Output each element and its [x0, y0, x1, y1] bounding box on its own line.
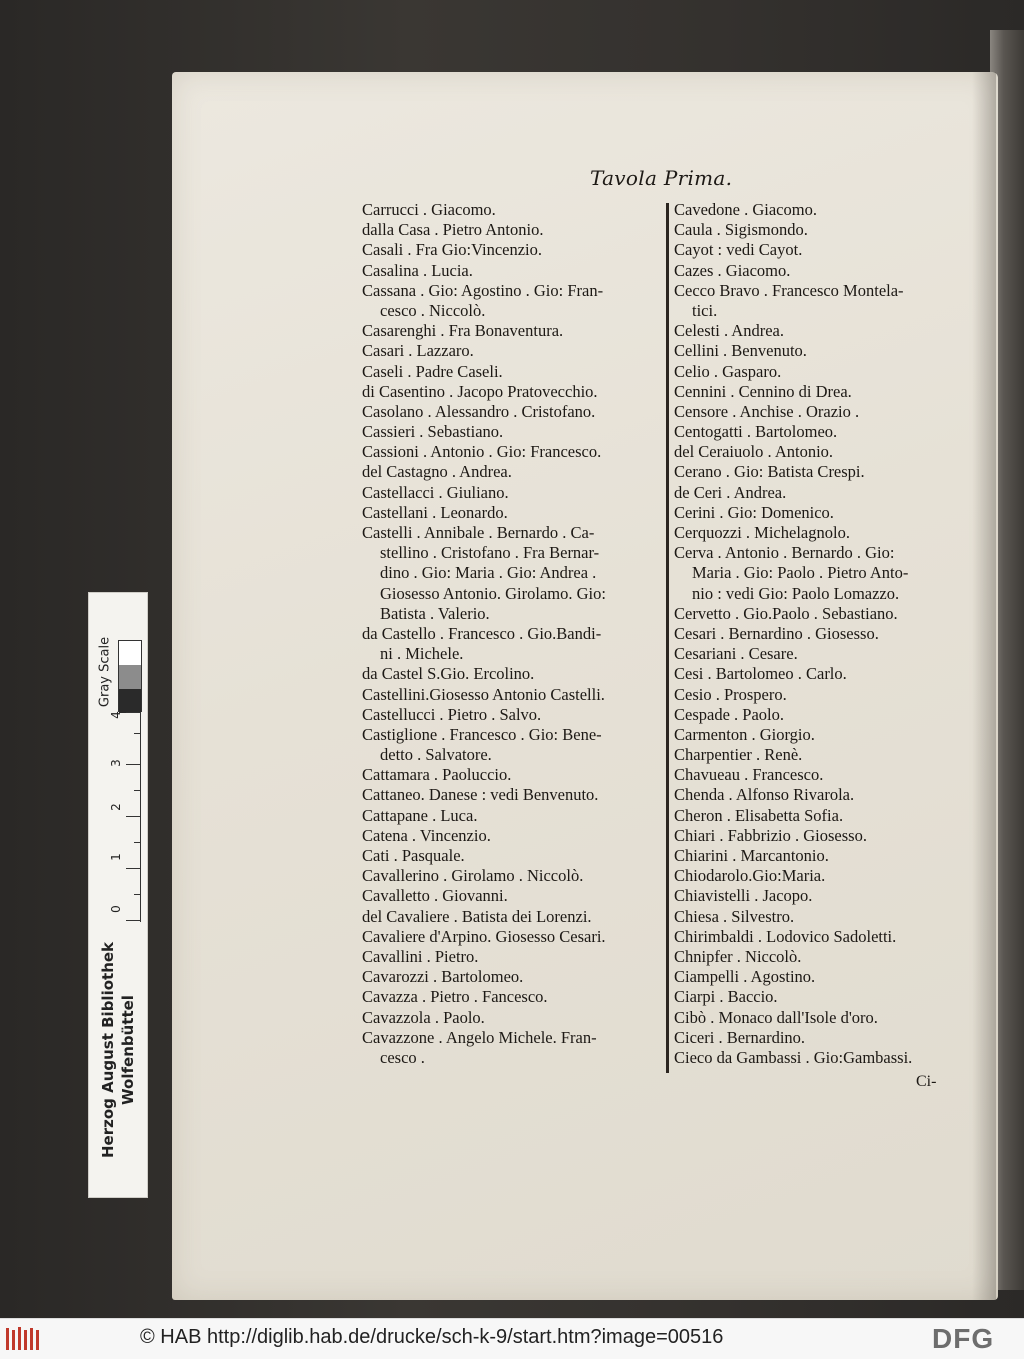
index-entry: Ciampelli . Agostino. — [674, 967, 816, 987]
index-entry: del Castagno . Andrea. — [362, 462, 512, 482]
index-entry: Cavazzola . Paolo. — [362, 1007, 485, 1027]
index-entry: Chirimbaldi . Lodovico Sadoletti. — [674, 926, 897, 946]
index-entry: Cesariani . Cesare. — [674, 644, 798, 664]
index-entry: Cazes . Giacomo. — [674, 260, 791, 280]
index-entry: Carmenton . Giorgio. — [674, 724, 815, 744]
index-entry: Batista . Valerio. — [380, 603, 490, 623]
index-entry: Cassieri . Sebastiano. — [362, 422, 504, 442]
index-entry: Chiavistelli . Jacopo. — [674, 886, 813, 906]
index-entry: nio : vedi Gio: Paolo Lomazzo. — [692, 583, 900, 603]
index-entry: Cassana . Gio: Agostino . Gio: Fran- — [362, 280, 604, 300]
index-entry: dino . Gio: Maria . Gio: Andrea . — [380, 563, 597, 583]
index-entry: Cayot : vedi Cayot. — [674, 240, 803, 260]
ruler-tick — [126, 868, 140, 869]
ruler-institution-label — [88, 905, 148, 1195]
index-entry: Cerini . Gio: Domenico. — [674, 502, 834, 522]
index-entry: Cassioni . Antonio . Gio: Francesco. — [362, 442, 602, 462]
institution-city: Wolfenbüttel — [119, 995, 137, 1105]
dfg-logo: DFG — [932, 1323, 995, 1354]
index-entry: Ciarpi . Baccio. — [674, 987, 778, 1007]
index-entry: Castellini.Giosesso Antonio Castelli. — [362, 684, 605, 704]
index-entry: Celio . Gasparo. — [674, 361, 782, 381]
ruler-tick-label: 3 — [108, 759, 123, 767]
gray-scale-label: Gray Scale — [97, 636, 113, 708]
index-entry: Celesti . Andrea. — [674, 321, 784, 341]
index-entry: Cellini . Benvenuto. — [674, 341, 807, 361]
index-entry: di Casentino . Jacopo Pratovecchio. — [362, 381, 598, 401]
index-entry: Catena . Vincenzio. — [362, 825, 491, 845]
index-entry: Caula . Sigismondo. — [674, 220, 808, 240]
ruler-tick — [126, 712, 140, 713]
index-entry: Cavazza . Pietro . Fancesco. — [362, 987, 548, 1007]
index-entry: tici. — [692, 300, 718, 320]
page-header-title: Tavola Prima. — [590, 166, 733, 190]
ruler-tick — [134, 733, 140, 734]
index-entry: Cavalletto . Giovanni. — [362, 886, 508, 906]
index-column-left — [362, 200, 664, 1068]
index-entry: Cesari . Bernardino . Giosesso. — [674, 623, 879, 643]
index-entry: detto . Salvatore. — [380, 745, 492, 765]
ruler-tick — [134, 790, 140, 791]
index-entry: da Castello . Francesco . Gio.Bandi- — [362, 623, 602, 643]
institution-name: Herzog August Bibliothek — [99, 941, 117, 1159]
index-entry: Castiglione . Francesco . Gio: Bene- — [362, 724, 602, 744]
index-entry: Cavallini . Pietro. — [362, 946, 479, 966]
index-entry: Casolano . Alessandro . Cristofano. — [362, 401, 596, 421]
ruler-tick — [126, 816, 140, 817]
index-entry: Cespade . Paolo. — [674, 704, 784, 724]
index-entry: cesco . Niccolò. — [380, 300, 486, 320]
index-entry: dalla Casa . Pietro Antonio. — [362, 220, 544, 240]
index-entry: Cerquozzi . Michelagnolo. — [674, 523, 850, 542]
index-entry: Chavueau . Francesco. — [674, 765, 824, 785]
index-entry: Cattaneo. Danese : vedi Benvenuto. — [362, 785, 599, 805]
index-entry: Cesi . Bartolomeo . Carlo. — [674, 664, 847, 684]
index-entry: Chiarini . Marcantonio. — [674, 846, 829, 865]
index-entry: Caseli . Padre Caseli. — [362, 361, 503, 381]
index-entry: Cavallerino . Girolamo . Niccolò. — [362, 866, 584, 886]
swatch-white — [119, 641, 141, 665]
catchword: Ci- — [916, 1073, 937, 1090]
index-entry: Cattapane . Luca. — [362, 805, 478, 825]
ruler-scale-line — [140, 712, 141, 922]
gray-scale-swatches — [118, 640, 142, 712]
index-entry: Cerva . Antonio . Bernardo . Gio: — [674, 543, 895, 563]
index-entry: del Ceraiuolo . Antonio. — [674, 442, 834, 462]
page-edge-shadow — [972, 72, 996, 1300]
index-entry: Cieco da Gambassi . Gio:Gambassi. — [674, 1047, 913, 1067]
index-entry: Castellacci . Giuliano. — [362, 482, 509, 502]
index-entry: Carrucci . Giacomo. — [362, 200, 496, 219]
index-entry: stellino . Cristofano . Fra Bernar- — [380, 543, 600, 563]
index-entry: Casari . Lazzaro. — [362, 341, 474, 361]
ruler-tick — [126, 764, 140, 765]
index-entry: Cavarozzi . Bartolomeo. — [362, 967, 524, 987]
ruler-tick — [134, 842, 140, 843]
index-entry: Castelli . Annibale . Bernardo . Ca- — [362, 523, 595, 542]
index-column-right — [674, 200, 969, 1068]
ruler-tick-label: 1 — [108, 853, 123, 861]
index-entry: Charpentier . Renè. — [674, 745, 803, 765]
index-entry: de Ceri . Andrea. — [674, 482, 787, 502]
index-entry: Giosesso Antonio. Girolamo. Gio: — [380, 583, 606, 603]
hab-logo-icon — [4, 1324, 44, 1354]
index-entry: Chnipfer . Niccolò. — [674, 946, 802, 966]
copyright-link[interactable]: © HAB http://diglib.hab.de/drucke/sch-k-9/start.htm?image=00516 — [140, 1326, 724, 1348]
index-entry: Cesio . Prospero. — [674, 684, 787, 704]
index-entry: Cattamara . Paoluccio. — [362, 765, 512, 785]
index-entry: Cervetto . Gio.Paolo . Sebastiano. — [674, 603, 898, 623]
index-entry: Cavazzone . Angelo Michele. Fran- — [362, 1027, 597, 1047]
index-entry: Casarenghi . Fra Bonaventura. — [362, 321, 564, 341]
index-entry: Chiodarolo.Gio:Maria. — [674, 866, 826, 886]
index-entry: Cavaliere d'Arpino. Giosesso Cesari. — [362, 926, 606, 946]
index-entry: Cibò . Monaco dall'Isole d'oro. — [674, 1007, 878, 1027]
ruler-tick — [134, 894, 140, 895]
index-entry: Casali . Fra Gio:Vincenzio. — [362, 240, 543, 260]
index-entry: Castellucci . Pietro . Salvo. — [362, 704, 542, 724]
index-entry: ni . Michele. — [380, 644, 464, 664]
index-entry: del Cavaliere . Batista dei Lorenzi. — [362, 906, 592, 926]
index-entry: Ciceri . Bernardino. — [674, 1027, 806, 1047]
swatch-black — [119, 689, 141, 713]
index-entry: Centogatti . Bartolomeo. — [674, 422, 838, 442]
ruler-tick-label: 2 — [108, 803, 123, 811]
index-entry: Cati . Pasquale. — [362, 846, 465, 865]
index-entry: Censore . Anchise . Orazio . — [674, 401, 860, 421]
index-entry: Chiesa . Silvestro. — [674, 906, 795, 926]
index-entry: Chenda . Alfonso Rivarola. — [674, 785, 855, 805]
index-entry: Cerano . Gio: Batista Crespi. — [674, 462, 865, 482]
ruler-tick-label: 4 — [108, 711, 123, 719]
swatch-gray — [119, 665, 141, 689]
index-entry: Cennini . Cennino di Drea. — [674, 381, 852, 401]
index-entry: Chiari . Fabbrizio . Giosesso. — [674, 825, 867, 845]
index-entry: Castellani . Leonardo. — [362, 502, 508, 522]
column-rule — [666, 203, 669, 1073]
index-entry: Cheron . Elisabetta Sofia. — [674, 805, 844, 825]
ruler-tick-label: 0 — [108, 905, 123, 913]
index-entry: da Castel S.Gio. Ercolino. — [362, 664, 535, 684]
index-entry: cesco . — [380, 1047, 425, 1067]
index-entry: Cavedone . Giacomo. — [674, 200, 817, 219]
index-entry: Cecco Bravo . Francesco Montela- — [674, 280, 904, 300]
index-entry: Casalina . Lucia. — [362, 260, 473, 280]
index-entry: Maria . Gio: Paolo . Pietro Anto- — [692, 563, 909, 583]
